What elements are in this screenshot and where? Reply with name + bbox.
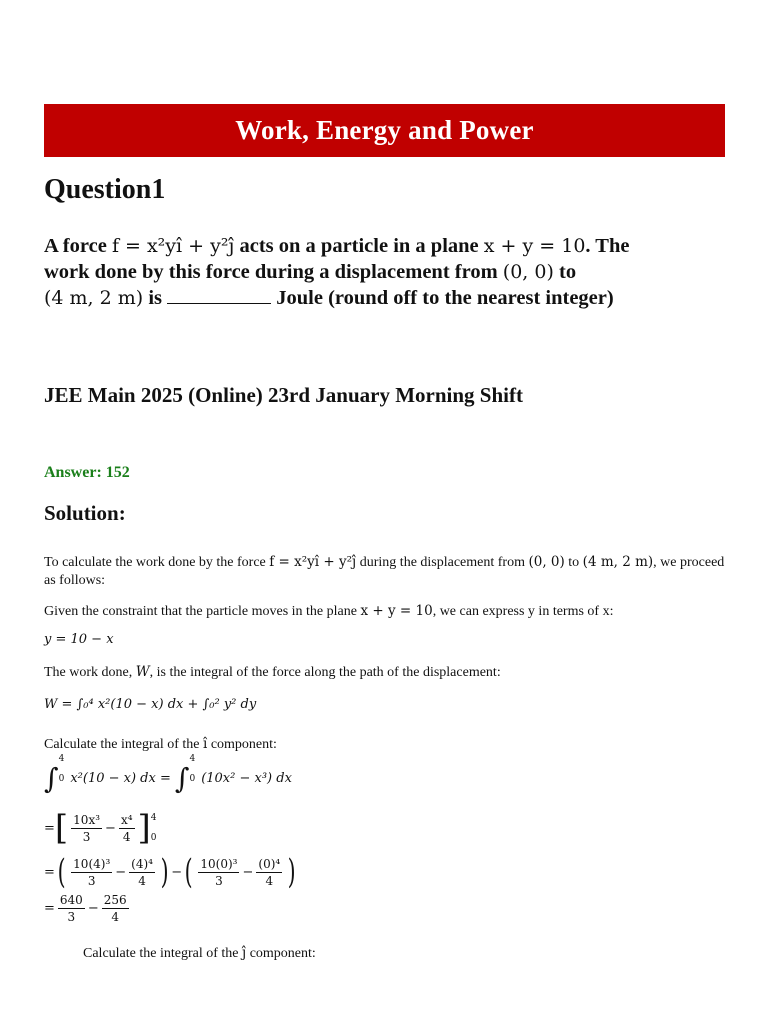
solution-paragraph-4	[44, 735, 734, 754]
text: The work done,	[44, 665, 136, 680]
denominator: 3	[67, 910, 76, 924]
work-symbol: W	[135, 664, 150, 680]
end-point: (4 m, 2 m)	[44, 287, 144, 309]
start-point: (0, 0)	[502, 261, 554, 283]
limits: 4 0	[58, 753, 65, 784]
text: Calculate the integral of the	[83, 946, 242, 961]
limits: 4 0	[189, 753, 196, 784]
text: To calculate the work done by the force	[44, 555, 270, 570]
paren: )	[160, 852, 169, 892]
fraction	[198, 856, 239, 889]
fraction	[256, 856, 282, 889]
denominator: 3	[82, 829, 91, 844]
minus-sign: −	[105, 820, 116, 836]
fraction	[119, 812, 135, 845]
limits: 4 0	[150, 813, 157, 843]
numerator: 256	[103, 893, 127, 907]
numerator: 640	[59, 893, 83, 907]
fraction	[102, 892, 129, 925]
exam-source: JEE Main 2025 (Online) 23rd January Morning Shift	[44, 383, 523, 407]
denominator: 4	[111, 910, 119, 924]
question-text	[44, 233, 734, 311]
minus-sign: −	[242, 864, 254, 880]
text: component:	[246, 946, 316, 961]
question-text-part: acts on a particle in a plane	[234, 235, 484, 257]
answer-value: 152	[105, 464, 130, 481]
numerator: (0)⁴	[258, 856, 281, 871]
fraction	[71, 856, 112, 889]
question-text-part: Joule (round off to the nearest integer)	[271, 287, 614, 309]
integral-sign: ∫	[174, 762, 190, 795]
unit-vector-i: î	[203, 736, 208, 752]
fraction	[129, 856, 155, 889]
question-text-part: . The	[585, 235, 630, 257]
solution-title: Solution:	[44, 501, 126, 525]
text: , we can express y in terms of x:	[432, 604, 614, 619]
integral-sign: ∫	[44, 762, 59, 795]
text: Given the constraint that the particle moves in the plane	[44, 604, 361, 619]
minus-sign: −	[87, 901, 99, 916]
unit-vector-j: ĵ	[242, 945, 247, 961]
paren: )	[287, 852, 296, 892]
equation-work	[44, 697, 256, 712]
equation-text: (10x² − x³) dx	[201, 771, 292, 786]
equation-text: W = ∫₀⁴ x²(10 − x) dx + ∫₀² y² dy	[44, 697, 257, 712]
end-point: (4 m, 2 m)	[582, 554, 654, 570]
answer-blank	[167, 287, 271, 304]
chapter-title: Work, Energy and Power	[235, 115, 534, 145]
question-text-part: work done by this force during a displacement from	[44, 261, 503, 283]
equation-step-3	[44, 892, 132, 925]
equation-step-1	[44, 808, 157, 848]
fraction	[58, 892, 85, 925]
solution-paragraph-1	[44, 553, 734, 590]
solution-paragraph-5	[83, 944, 733, 963]
plane-equation: x + y = 10	[360, 603, 433, 619]
question-title: Question1	[44, 174, 166, 205]
question-text-part: to	[553, 261, 577, 283]
answer-line	[44, 464, 130, 482]
equation-text: y = 10 − x	[44, 632, 114, 647]
denominator: 3	[215, 873, 223, 888]
chapter-banner	[44, 104, 725, 157]
paren: (	[184, 852, 193, 892]
fraction	[71, 812, 102, 845]
solution-paragraph-3	[44, 663, 734, 682]
equation-y	[44, 632, 114, 647]
text: Calculate the integral of the	[44, 737, 203, 752]
equation-text: x²(10 − x) dx =	[70, 771, 171, 786]
equation-integral-i	[44, 753, 292, 795]
text: , we proceed as follows:	[44, 555, 725, 588]
equation-step-2	[44, 852, 298, 892]
force-expression: f = x²yî + y²ĵ	[111, 235, 235, 257]
numerator: (4)⁴	[131, 856, 153, 871]
denominator: 4	[265, 873, 274, 888]
bracket: [	[54, 808, 69, 848]
start-point: (0, 0)	[528, 554, 565, 570]
text: , is the integral of the force along the path of the displacement:	[149, 665, 501, 680]
force-expression: f = x²yî + y²ĵ	[269, 554, 357, 570]
bracket: ]	[137, 808, 151, 848]
question-text-part: A force	[44, 235, 112, 257]
equals-sign: =	[44, 820, 55, 836]
paren: (	[57, 852, 66, 892]
equals-sign: =	[44, 901, 55, 916]
denominator: 4	[122, 829, 131, 844]
solution-paragraph-2	[44, 602, 734, 621]
text: to	[564, 555, 583, 570]
minus-sign: −	[171, 864, 183, 880]
plane-equation: x + y = 10	[483, 235, 586, 257]
equals-sign: =	[44, 864, 55, 880]
question-text-part: is	[143, 287, 168, 309]
numerator: x⁴	[120, 812, 133, 827]
denominator: 3	[87, 873, 96, 888]
text: during the displacement from	[356, 555, 529, 570]
text: component:	[207, 737, 277, 752]
minus-sign: −	[115, 864, 127, 880]
numerator: 10(4)³	[73, 856, 111, 871]
numerator: 10(0)³	[200, 856, 238, 871]
answer-label: Answer:	[44, 464, 106, 481]
denominator: 4	[138, 873, 146, 888]
numerator: 10x³	[73, 812, 101, 827]
